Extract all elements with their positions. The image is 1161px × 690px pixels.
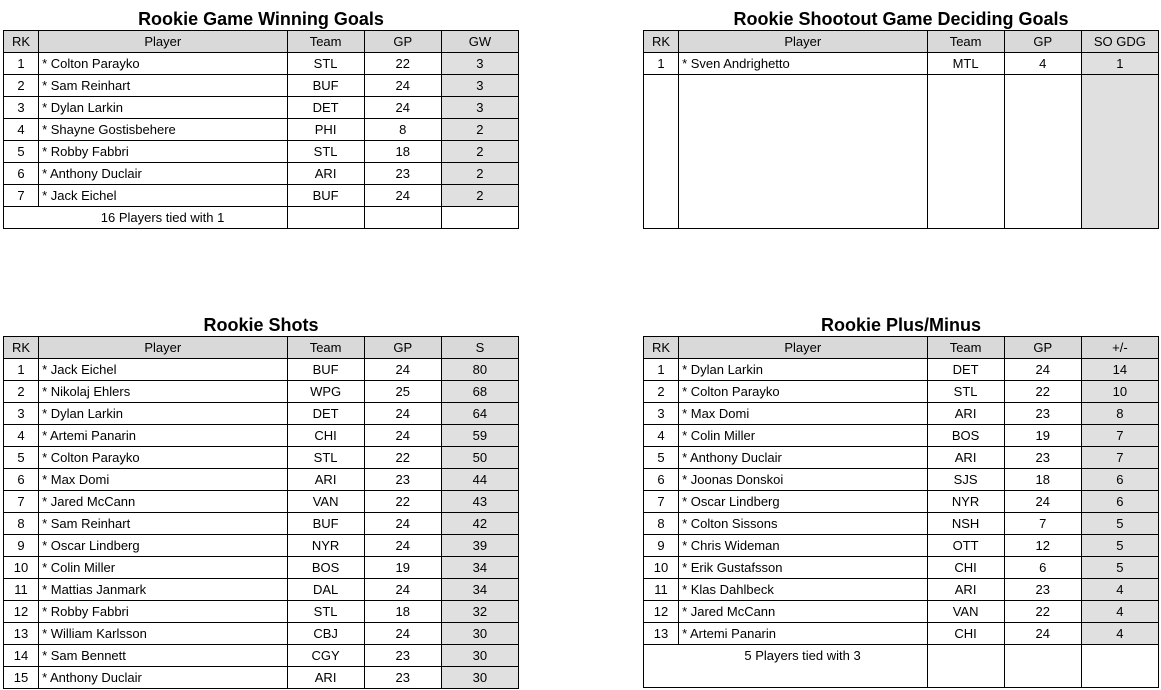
team-header: Team <box>927 337 1004 359</box>
gp-cell: 23 <box>364 645 441 667</box>
team-cell: PHI <box>287 119 364 141</box>
stat-cell: 44 <box>441 469 518 491</box>
empty-cell <box>364 207 441 229</box>
stat-header: SO GDG <box>1081 31 1158 53</box>
rank-cell: 3 <box>644 403 679 425</box>
gp-cell: 24 <box>364 97 441 119</box>
gp-cell: 23 <box>1004 579 1081 601</box>
stat-cell: 43 <box>441 491 518 513</box>
gp-cell: 24 <box>364 623 441 645</box>
gp-cell: 18 <box>1004 469 1081 491</box>
stat-cell: 14 <box>1081 359 1158 381</box>
player-cell: * Colton Parayko <box>679 381 927 403</box>
team-cell: ARI <box>287 667 364 689</box>
player-cell: * Oscar Lindberg <box>679 491 927 513</box>
section-title: Rookie Game Winning Goals <box>138 9 384 29</box>
rank-cell: 1 <box>644 359 679 381</box>
player-cell: * Oscar Lindberg <box>39 535 287 557</box>
rank-cell: 4 <box>644 425 679 447</box>
table-row <box>644 579 1159 601</box>
gp-cell: 23 <box>1004 447 1081 469</box>
gp-cell: 24 <box>364 185 441 207</box>
stat-cell: 5 <box>1081 513 1158 535</box>
header-row <box>4 31 519 53</box>
section-title: Rookie Plus/Minus <box>820 315 982 335</box>
empty-cell <box>287 207 364 229</box>
table-row <box>644 535 1159 557</box>
team-cell: STL <box>287 53 364 75</box>
table-row <box>4 623 519 645</box>
gp-cell: 6 <box>1004 557 1081 579</box>
team-cell: ARI <box>287 163 364 185</box>
player-cell: * Colton Parayko <box>39 447 287 469</box>
rookie-shootout-section <box>643 8 1159 233</box>
rank-cell: 11 <box>4 579 39 601</box>
rank-cell: 3 <box>4 97 39 119</box>
gp-header: GP <box>364 337 441 359</box>
empty-cell <box>1004 645 1081 688</box>
rank-cell: 8 <box>4 513 39 535</box>
rookie-shots-section <box>3 314 519 690</box>
gp-cell: 22 <box>364 447 441 469</box>
stat-header: +/- <box>1081 337 1158 359</box>
gp-cell: 19 <box>1004 425 1081 447</box>
stat-cell: 34 <box>441 557 518 579</box>
table-row <box>644 623 1159 645</box>
rank-cell: 7 <box>644 491 679 513</box>
player-cell: * Dylan Larkin <box>39 403 287 425</box>
gp-cell: 25 <box>364 381 441 403</box>
table-row <box>4 141 519 163</box>
team-cell: BUF <box>287 75 364 97</box>
player-cell: * Erik Gustafsson <box>679 557 927 579</box>
table-row <box>4 97 519 119</box>
team-cell: ARI <box>927 403 1004 425</box>
team-cell: VAN <box>927 601 1004 623</box>
table-row <box>4 645 519 667</box>
rank-cell: 9 <box>4 535 39 557</box>
team-cell: CHI <box>287 425 364 447</box>
team-cell: NSH <box>927 513 1004 535</box>
rank-cell: 10 <box>644 557 679 579</box>
tie-note-row <box>644 645 1159 688</box>
rank-header: RK <box>644 337 679 359</box>
gp-cell: 12 <box>1004 535 1081 557</box>
team-cell: BOS <box>927 425 1004 447</box>
stat-cell: 32 <box>441 601 518 623</box>
gp-cell: 24 <box>364 359 441 381</box>
player-cell: * Sam Bennett <box>39 645 287 667</box>
player-cell: * Artemi Panarin <box>39 425 287 447</box>
stat-cell: 30 <box>441 623 518 645</box>
table-row <box>4 535 519 557</box>
stat-cell: 64 <box>441 403 518 425</box>
gp-cell: 24 <box>364 535 441 557</box>
gp-cell: 24 <box>1004 623 1081 645</box>
table-row <box>644 403 1159 425</box>
gp-cell: 24 <box>364 513 441 535</box>
team-cell: BUF <box>287 359 364 381</box>
rank-cell: 4 <box>4 425 39 447</box>
rank-header: RK <box>4 31 39 53</box>
player-cell: * Nikolaj Ehlers <box>39 381 287 403</box>
player-cell: * Dylan Larkin <box>679 359 927 381</box>
rank-cell: 6 <box>644 469 679 491</box>
rank-cell: 7 <box>4 491 39 513</box>
gp-cell: 23 <box>1004 403 1081 425</box>
gp-cell: 23 <box>364 163 441 185</box>
gp-cell: 18 <box>364 601 441 623</box>
player-cell: * Jack Eichel <box>39 185 287 207</box>
stat-cell: 2 <box>441 141 518 163</box>
team-cell: DET <box>287 97 364 119</box>
table-row <box>4 557 519 579</box>
team-cell: ARI <box>927 447 1004 469</box>
rank-cell: 5 <box>644 447 679 469</box>
team-cell: STL <box>927 381 1004 403</box>
team-cell: SJS <box>927 469 1004 491</box>
rookie-shootout-table <box>643 30 1159 229</box>
tie-note: 5 Players tied with 3 <box>679 645 927 688</box>
empty-cell <box>1081 645 1158 688</box>
stat-cell: 5 <box>1081 535 1158 557</box>
stat-cell: 7 <box>1081 425 1158 447</box>
player-cell: * Colin Miller <box>39 557 287 579</box>
team-cell: NYR <box>927 491 1004 513</box>
table-row <box>4 469 519 491</box>
table-row <box>644 601 1159 623</box>
rookie-shots-table <box>3 336 519 689</box>
gp-cell: 7 <box>1004 513 1081 535</box>
stat-cell: 6 <box>1081 491 1158 513</box>
rank-cell: 6 <box>4 163 39 185</box>
player-cell: * Sam Reinhart <box>39 75 287 97</box>
team-cell: BUF <box>287 185 364 207</box>
table-row <box>4 75 519 97</box>
empty-cell <box>441 207 518 229</box>
gp-cell: 4 <box>1004 53 1081 75</box>
player-cell: * Anthony Duclair <box>679 447 927 469</box>
tie-note: 16 Players tied with 1 <box>39 207 287 229</box>
gp-cell: 22 <box>1004 381 1081 403</box>
team-cell: CGY <box>287 645 364 667</box>
gp-header: GP <box>1004 337 1081 359</box>
stat-cell: 10 <box>1081 381 1158 403</box>
rank-cell: 2 <box>644 381 679 403</box>
empty-cell <box>1004 75 1081 229</box>
player-cell: * Max Domi <box>679 403 927 425</box>
stat-cell: 30 <box>441 667 518 689</box>
team-cell: VAN <box>287 491 364 513</box>
rank-cell: 5 <box>4 447 39 469</box>
team-cell: STL <box>287 447 364 469</box>
player-cell: * Artemi Panarin <box>679 623 927 645</box>
player-cell: * Colton Parayko <box>39 53 287 75</box>
stat-cell: 7 <box>1081 447 1158 469</box>
table-row <box>644 53 1159 75</box>
player-cell: * Robby Fabbri <box>39 601 287 623</box>
team-cell: DET <box>287 403 364 425</box>
table-row <box>4 185 519 207</box>
rank-cell: 4 <box>4 119 39 141</box>
rank-cell: 1 <box>4 53 39 75</box>
stat-cell: 39 <box>441 535 518 557</box>
player-cell: * Chris Wideman <box>679 535 927 557</box>
table-row <box>4 119 519 141</box>
rookie-plus-minus-section <box>643 314 1159 690</box>
empty-cell <box>644 75 679 229</box>
rank-cell: 15 <box>4 667 39 689</box>
header-row <box>644 337 1159 359</box>
player-cell: * William Karlsson <box>39 623 287 645</box>
rank-cell: 5 <box>4 141 39 163</box>
gp-header: GP <box>364 31 441 53</box>
gp-cell: 19 <box>364 557 441 579</box>
rank-cell: 13 <box>4 623 39 645</box>
team-cell: MTL <box>927 53 1004 75</box>
rookie-gwg-table <box>3 30 519 229</box>
player-cell: * Dylan Larkin <box>39 97 287 119</box>
stat-cell: 2 <box>441 185 518 207</box>
rank-cell: 2 <box>4 75 39 97</box>
team-cell: ARI <box>927 579 1004 601</box>
stat-cell: 3 <box>441 53 518 75</box>
team-cell: STL <box>287 601 364 623</box>
gp-cell: 23 <box>364 469 441 491</box>
table-row <box>644 557 1159 579</box>
team-cell: WPG <box>287 381 364 403</box>
rank-cell: 10 <box>4 557 39 579</box>
player-cell: * Anthony Duclair <box>39 667 287 689</box>
gp-header: GP <box>1004 31 1081 53</box>
player-cell: * Colin Miller <box>679 425 927 447</box>
table-row <box>4 513 519 535</box>
gp-cell: 24 <box>364 403 441 425</box>
player-cell: * Colton Sissons <box>679 513 927 535</box>
rank-cell: 8 <box>644 513 679 535</box>
team-cell: DET <box>927 359 1004 381</box>
team-cell: BUF <box>287 513 364 535</box>
rank-cell: 13 <box>644 623 679 645</box>
header-row <box>644 31 1159 53</box>
section-title: Rookie Shots <box>203 315 319 335</box>
stat-cell: 5 <box>1081 557 1158 579</box>
gp-cell: 8 <box>364 119 441 141</box>
team-header: Team <box>287 337 364 359</box>
table-row <box>644 381 1159 403</box>
team-cell: OTT <box>927 535 1004 557</box>
empty-cell <box>679 75 927 229</box>
rank-cell: 12 <box>644 601 679 623</box>
rank-cell: 6 <box>4 469 39 491</box>
stat-cell: 34 <box>441 579 518 601</box>
empty-cell <box>927 645 1004 688</box>
gp-cell: 23 <box>364 667 441 689</box>
team-cell: DAL <box>287 579 364 601</box>
gp-cell: 24 <box>364 579 441 601</box>
team-cell: CBJ <box>287 623 364 645</box>
stat-cell: 2 <box>441 163 518 185</box>
player-cell: * Joonas Donskoi <box>679 469 927 491</box>
stat-cell: 3 <box>441 75 518 97</box>
team-cell: CHI <box>927 623 1004 645</box>
rank-cell: 1 <box>4 359 39 381</box>
table-row <box>644 359 1159 381</box>
rank-header: RK <box>4 337 39 359</box>
table-row <box>644 491 1159 513</box>
player-header: Player <box>39 31 287 53</box>
rank-cell: 14 <box>4 645 39 667</box>
team-header: Team <box>287 31 364 53</box>
gp-cell: 18 <box>364 141 441 163</box>
table-row <box>4 425 519 447</box>
gp-cell: 22 <box>1004 601 1081 623</box>
team-cell: BOS <box>287 557 364 579</box>
stat-cell: 4 <box>1081 623 1158 645</box>
table-row <box>4 403 519 425</box>
rank-cell: 7 <box>4 185 39 207</box>
player-cell: * Max Domi <box>39 469 287 491</box>
gp-cell: 22 <box>364 491 441 513</box>
rookie-gwg-section <box>3 8 519 233</box>
stat-cell: 2 <box>441 119 518 141</box>
player-cell: * Shayne Gostisbehere <box>39 119 287 141</box>
empty-cell <box>927 75 1004 229</box>
stat-cell: 68 <box>441 381 518 403</box>
stat-cell: 80 <box>441 359 518 381</box>
stat-header: S <box>441 337 518 359</box>
rank-cell: 11 <box>644 579 679 601</box>
table-row <box>4 359 519 381</box>
rank-cell <box>4 207 39 229</box>
table-row <box>4 579 519 601</box>
rank-cell <box>644 645 679 688</box>
gp-cell: 24 <box>1004 359 1081 381</box>
team-cell: NYR <box>287 535 364 557</box>
table-row <box>4 667 519 689</box>
stat-cell: 59 <box>441 425 518 447</box>
table-row <box>644 425 1159 447</box>
table-row <box>4 53 519 75</box>
table-row <box>644 469 1159 491</box>
stat-cell: 6 <box>1081 469 1158 491</box>
gp-cell: 24 <box>1004 491 1081 513</box>
empty-cell <box>1081 75 1158 229</box>
gp-cell: 24 <box>364 75 441 97</box>
header-row <box>4 337 519 359</box>
rank-header: RK <box>644 31 679 53</box>
player-cell: * Sam Reinhart <box>39 513 287 535</box>
team-cell: ARI <box>287 469 364 491</box>
player-header: Player <box>679 31 927 53</box>
team-header: Team <box>927 31 1004 53</box>
section-title: Rookie Shootout Game Deciding Goals <box>733 9 1069 29</box>
stat-cell: 1 <box>1081 53 1158 75</box>
table-row <box>4 381 519 403</box>
player-cell: * Sven Andrighetto <box>679 53 927 75</box>
player-cell: * Klas Dahlbeck <box>679 579 927 601</box>
table-row <box>644 447 1159 469</box>
stat-cell: 30 <box>441 645 518 667</box>
table-row <box>4 601 519 623</box>
rookie-plus-minus-table <box>643 336 1159 688</box>
table-row <box>644 513 1159 535</box>
table-row <box>4 491 519 513</box>
stat-cell: 8 <box>1081 403 1158 425</box>
stat-cell: 50 <box>441 447 518 469</box>
player-cell: * Anthony Duclair <box>39 163 287 185</box>
stat-cell: 42 <box>441 513 518 535</box>
empty-row <box>644 75 1159 229</box>
stat-cell: 4 <box>1081 601 1158 623</box>
stat-header: GW <box>441 31 518 53</box>
rank-cell: 1 <box>644 53 679 75</box>
rank-cell: 9 <box>644 535 679 557</box>
gp-cell: 24 <box>364 425 441 447</box>
player-cell: * Jared McCann <box>39 491 287 513</box>
player-header: Player <box>39 337 287 359</box>
team-cell: CHI <box>927 557 1004 579</box>
player-header: Player <box>679 337 927 359</box>
table-row <box>4 447 519 469</box>
player-cell: * Robby Fabbri <box>39 141 287 163</box>
tie-note-row <box>4 207 519 229</box>
player-cell: * Jack Eichel <box>39 359 287 381</box>
player-cell: * Jared McCann <box>679 601 927 623</box>
gp-cell: 22 <box>364 53 441 75</box>
rank-cell: 2 <box>4 381 39 403</box>
rank-cell: 12 <box>4 601 39 623</box>
rank-cell: 3 <box>4 403 39 425</box>
table-row <box>4 163 519 185</box>
player-cell: * Mattias Janmark <box>39 579 287 601</box>
team-cell: STL <box>287 141 364 163</box>
stat-cell: 3 <box>441 97 518 119</box>
stat-cell: 4 <box>1081 579 1158 601</box>
